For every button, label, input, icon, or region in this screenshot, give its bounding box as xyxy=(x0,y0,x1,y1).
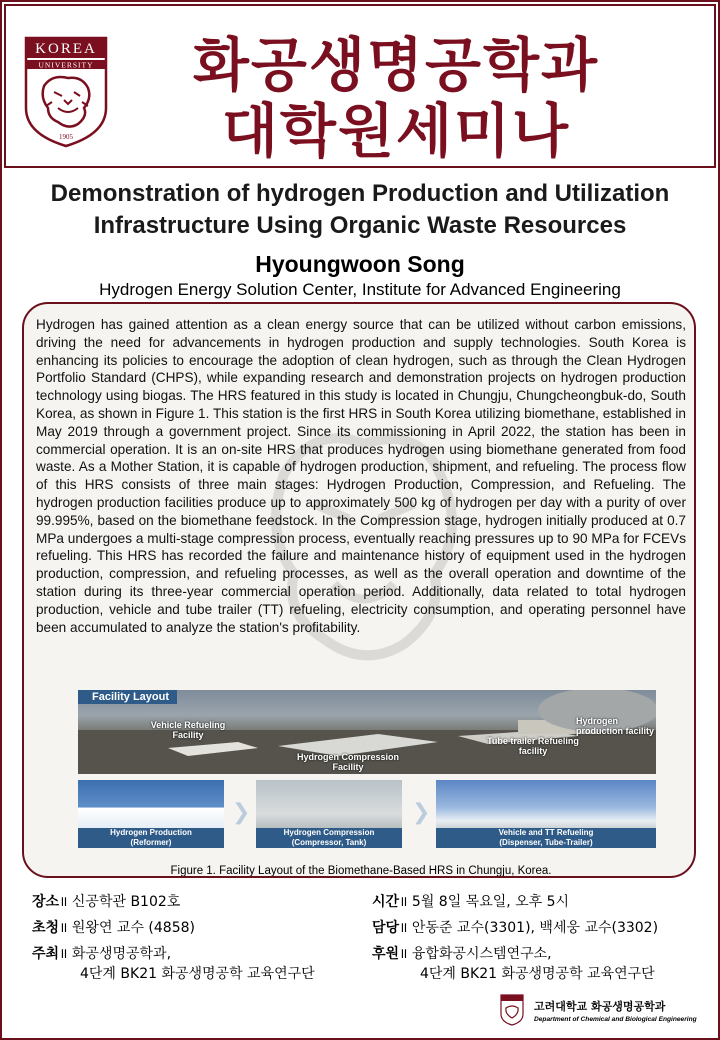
talk-title-line1: Demonstration of hydrogen Production and Utilization xyxy=(50,180,670,207)
logo-year-text: 1905 xyxy=(59,133,73,141)
photo1-sub: (Reformer) xyxy=(130,838,172,847)
photo1-title: Hydrogen Production xyxy=(110,828,192,837)
label-tube-trailer: Tube trailer Refueling facility xyxy=(487,736,579,756)
footer-department-english: Department of Chemical and Biological Engineering xyxy=(534,1016,697,1023)
time-value: 5월 8일 목요일, 오후 5시 xyxy=(411,894,570,910)
figure-caption: Figure 1. Facility Layout of the Biomethane-Based HRS in Chungju, Korea. xyxy=(170,865,552,877)
talk-title xyxy=(0,178,720,242)
info-contact xyxy=(372,918,658,938)
photo3-sub: (Dispenser, Tube-Trailer) xyxy=(499,838,593,847)
info-host xyxy=(32,918,195,938)
photo-hydrogen-compression xyxy=(256,780,402,848)
photo2-title: Hydrogen Compression xyxy=(283,828,375,837)
separator: ॥ xyxy=(59,894,68,910)
organizer-value-2: 4단계 BK21 화공생명공학 교육연구단 xyxy=(80,966,315,982)
contact-label: 담당 xyxy=(372,920,400,936)
korea-university-logo xyxy=(22,36,110,148)
photo2-sub: (Compressor, Tank) xyxy=(291,838,367,847)
separator: ॥ xyxy=(59,920,68,936)
host-label: 초청 xyxy=(32,920,60,936)
separator: ॥ xyxy=(59,946,68,962)
abstract-text: Hydrogen has gained attention as a clean energy source that can be utilized without carbon emissions, driving the need for advancements in hydrogen production and supply technologies. South Korea is enhancing its policies to encourage the adoption of clean hydrogen, such as through the Clean Hydrogen Portfolio Standard (CHPS), while expanding research and demonstration projects on hydrogen production technology using biogas. The HRS featured in this study is located in Chungju, Chungcheongbuk-do, South Korea, as shown in Figure 1. This station is the first HRS in South Korea utilizing biomethane, established in May 2019 through a government project. Since its commissioning in April 2022, the station has been in commercial operation. It is an on-site HRS that produces hydrogen using biomethane generated from food waste. As a Mother Station, it is capable of hydrogen production, shipment, and refueling. The process flow of this HRS consists of three main stages: Hydrogen Production, Compression, and Refueling. The hydrogen production facilities produce up to approximately 500 kg of hydrogen per day with a purity of over 99.995%, based on the biomethane feedstock. In the Compression stage, hydrogen initially produced at 0.7 MPa undergoes a multi-stage compression process, eventually reaching pressures up to 90 MPa for FCEVs refueling. This HRS has recorded the failure and maintenance history of equipment used in the hydrogen production, compression, and refueling processes, as well as the overall operation and downtime of the station during its three-year commercial operation period. Additionally, data related to total hydrogen production, vehicle and tube trailer (TT) refueling, electricity consumption, and operating personnel have been accumulated to analyze the station's profitability. xyxy=(36,317,686,635)
footer-korea-university-logo xyxy=(500,994,524,1026)
photo1-caption xyxy=(78,828,224,848)
facility-layout-aerial xyxy=(78,690,656,774)
info-time xyxy=(372,892,569,912)
facility-figure xyxy=(78,690,656,848)
label-hydrogen-compression: Hydrogen Compression Facility xyxy=(296,752,399,772)
info-organizer xyxy=(32,944,315,984)
chevron-right-icon: ❯ xyxy=(412,799,431,824)
photo-vehicle-refueling xyxy=(436,780,656,848)
header-title-line2: 대학원세미나 xyxy=(221,97,571,165)
label-vehicle-refueling: Vehicle Refueling Facility xyxy=(150,720,226,740)
sponsor-value-1: 융합화공시스템연구소, xyxy=(411,946,552,962)
sponsor-label: 후원 xyxy=(372,946,400,962)
header-box xyxy=(4,4,716,168)
separator: ॥ xyxy=(399,894,408,910)
footer-department-korean: 고려대학교 화공생명공학과 xyxy=(534,1000,666,1013)
speaker-affiliation: Hydrogen Energy Solution Center, Institute for Advanced Engineering xyxy=(99,280,621,299)
info-place xyxy=(32,892,180,912)
separator: ॥ xyxy=(399,920,408,936)
figure-banner: Facility Layout xyxy=(78,690,177,704)
host-value: 원왕연 교수 (4858) xyxy=(71,920,195,936)
place-label: 장소 xyxy=(32,894,60,910)
abstract-panel xyxy=(22,302,696,878)
info-sponsor xyxy=(372,944,655,984)
place-value: 신공학관 B102호 xyxy=(71,894,181,910)
photo-hydrogen-production xyxy=(78,780,224,848)
photo3-caption xyxy=(436,828,656,848)
speaker-name: Hyoungwoon Song xyxy=(255,251,465,277)
chevron-right-icon: ❯ xyxy=(232,799,251,824)
label-hydrogen-production: Hydrogen production facility xyxy=(576,716,655,736)
separator: ॥ xyxy=(399,946,408,962)
photo2-caption xyxy=(256,828,402,848)
organizer-value-1: 화공생명공학과, xyxy=(71,946,172,962)
time-label: 시간 xyxy=(372,894,400,910)
organizer-label: 주최 xyxy=(32,946,60,962)
sponsor-value-2: 4단계 BK21 화공생명공학 교육연구단 xyxy=(420,966,655,982)
contact-value: 안동준 교수(3301), 백세웅 교수(3302) xyxy=(411,920,659,936)
talk-title-line2: Infrastructure Using Organic Waste Resources xyxy=(93,212,627,239)
logo-korea-text: KOREA xyxy=(35,41,97,57)
logo-university-text: UNIVERSITY xyxy=(38,60,94,70)
header-title-line1: 화공생명공학과 xyxy=(192,31,600,99)
photo3-title: Vehicle and TT Refueling xyxy=(498,828,594,837)
